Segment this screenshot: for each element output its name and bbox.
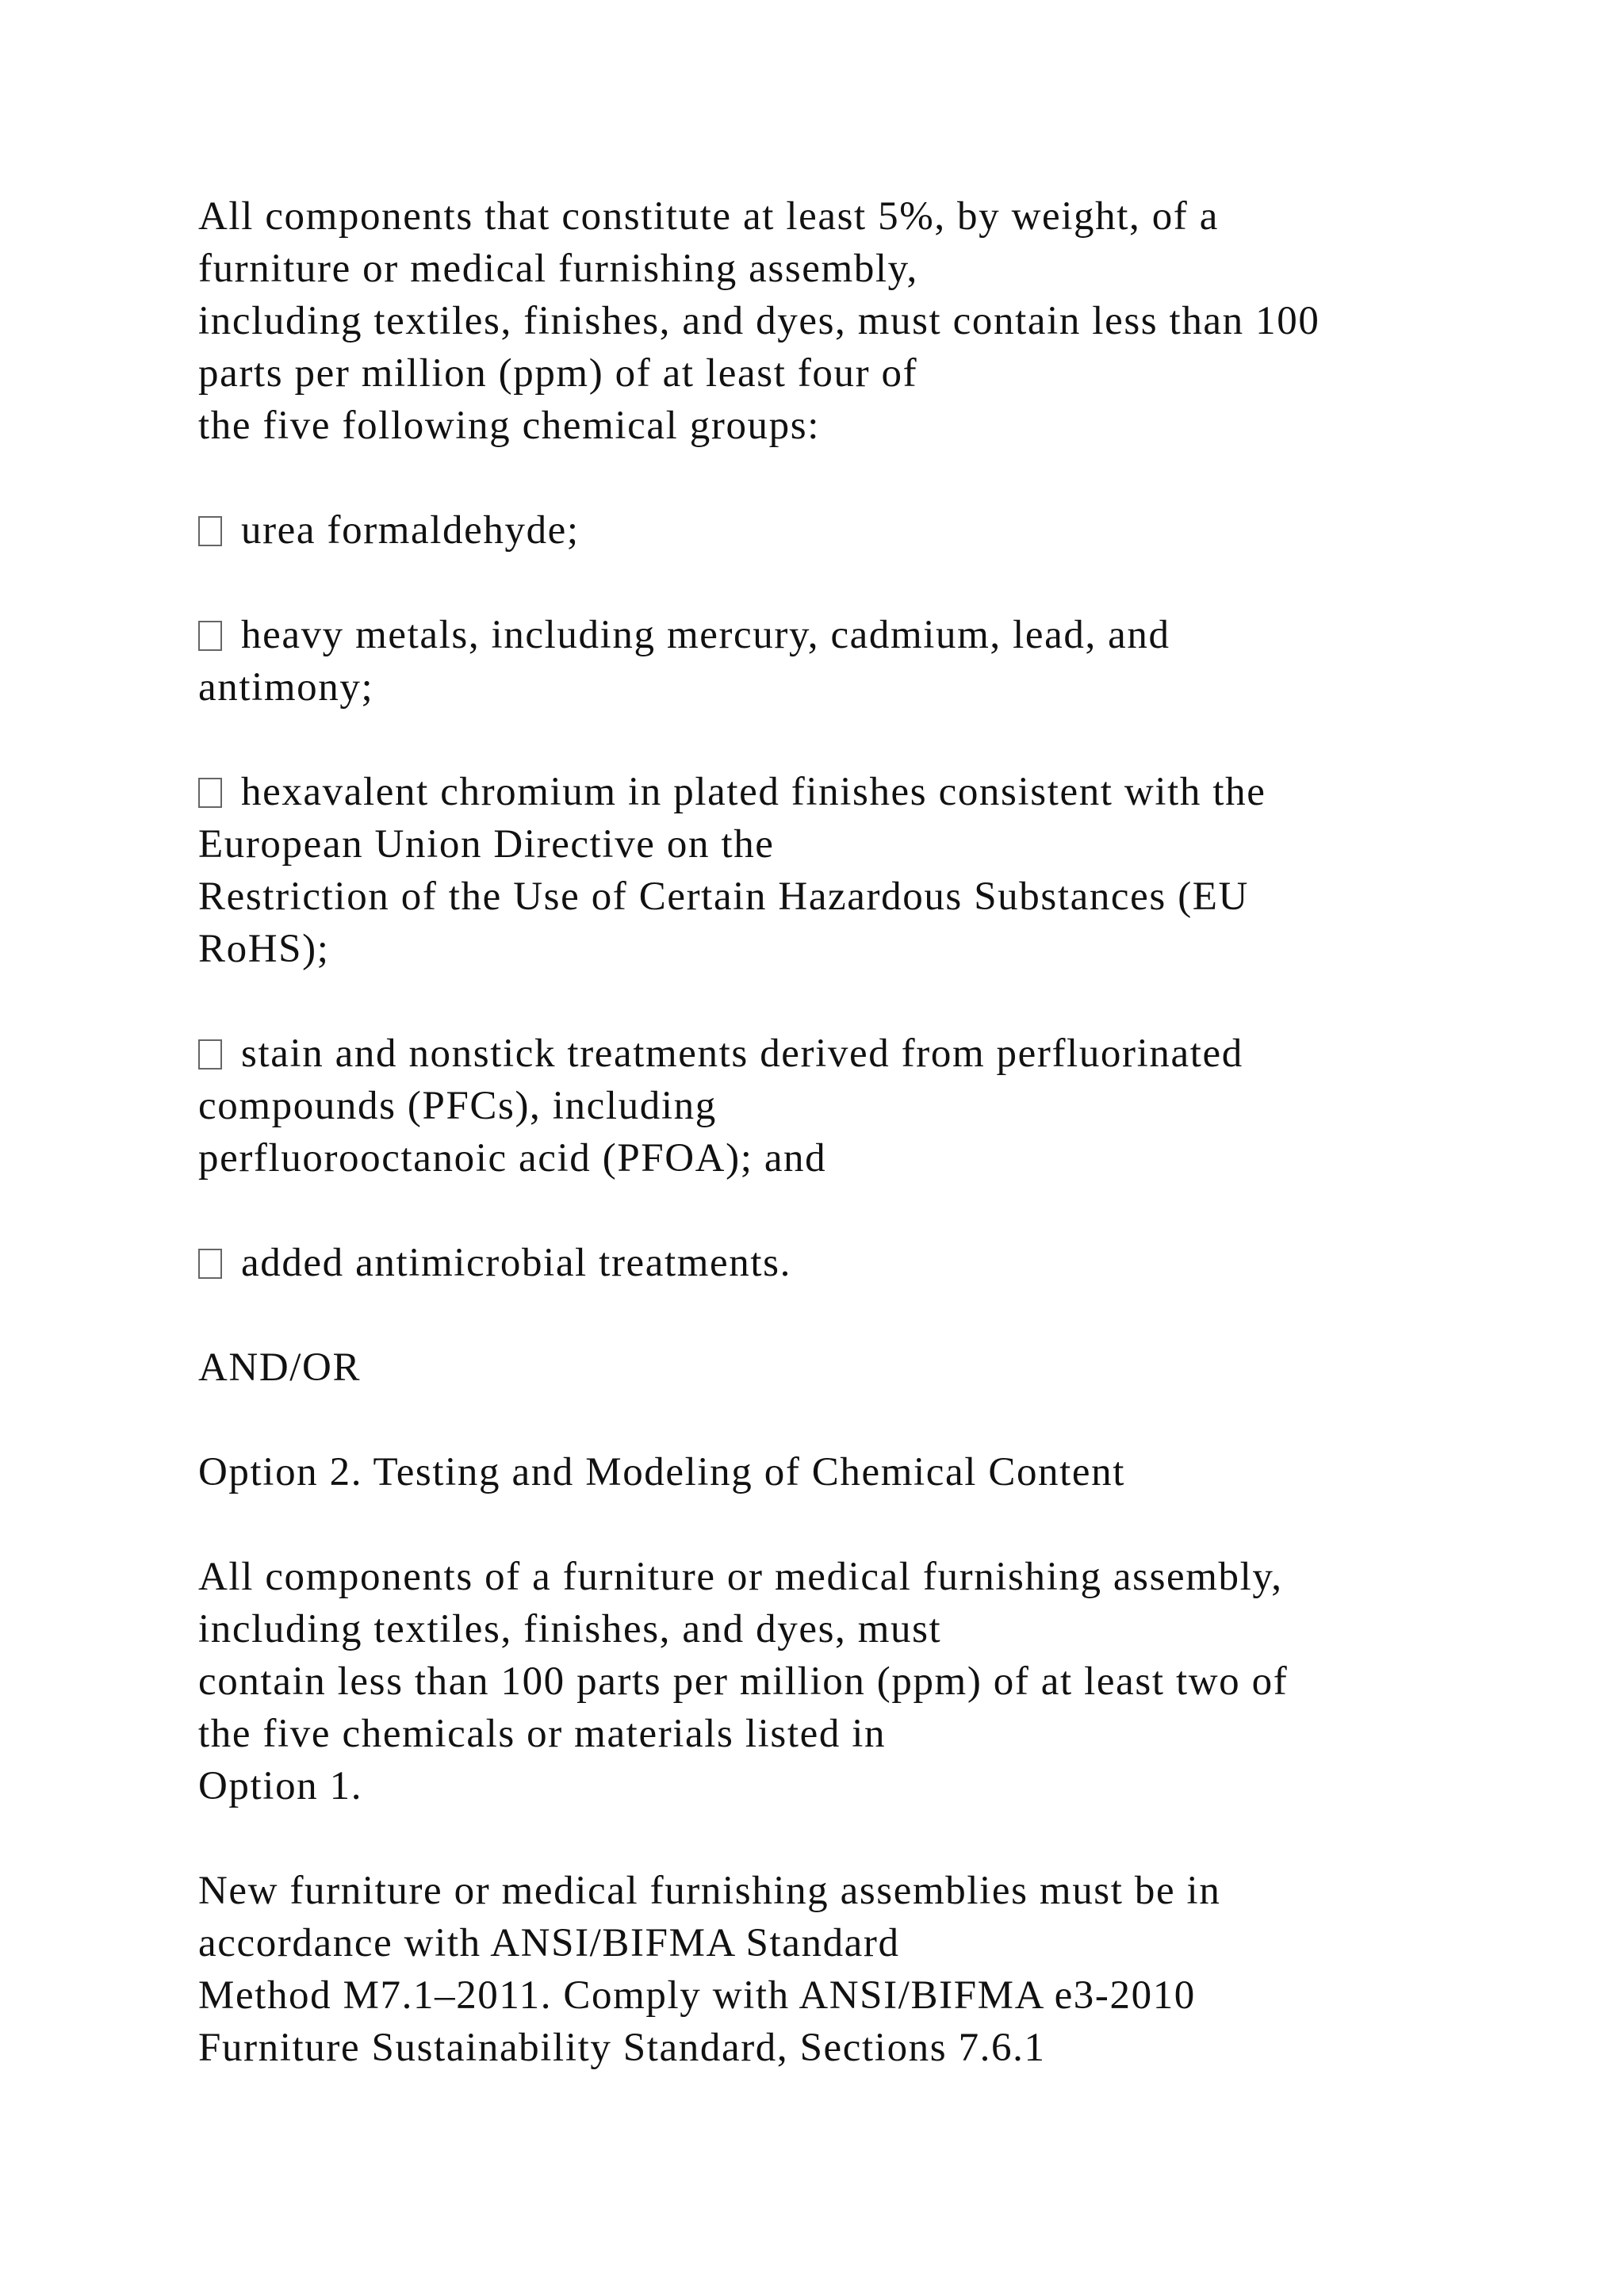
- text-line: Option 1.: [198, 1764, 363, 1808]
- text-line: AND/OR: [198, 1345, 362, 1390]
- bullet-text: urea formaldehyde;: [241, 508, 580, 553]
- text-line: perfluorooctanoic acid (PFOA); and: [198, 1136, 827, 1181]
- bullet-text: heavy metals, including mercury, cadmium, lead, and: [241, 613, 1170, 657]
- text-line: including textiles, finishes, and dyes, must contain less than 100: [198, 299, 1320, 343]
- text-line: All components that constitute at least 5%, by weight, of a: [198, 194, 1219, 239]
- text-line: Option 2. Testing and Modeling of Chemical Content: [198, 1450, 1126, 1494]
- missing-glyph-box-icon: [198, 778, 222, 808]
- missing-glyph-box-icon: [198, 516, 222, 546]
- text-line: antimony;: [198, 665, 374, 710]
- bullet-item-antimicrobial: [198, 1237, 1499, 1289]
- text-line: RoHS);: [198, 927, 330, 971]
- bullet-item-hexavalent-chromium: [198, 766, 1499, 975]
- text-line: the five chemicals or materials listed in: [198, 1712, 887, 1756]
- bullet-text: stain and nonstick treatments derived from perfluorinated: [241, 1031, 1243, 1076]
- missing-glyph-box-icon: [198, 621, 222, 651]
- text-line: including textiles, finishes, and dyes, must: [198, 1607, 942, 1651]
- text-line: compounds (PFCs), including: [198, 1084, 717, 1128]
- text-line: Method M7.1–2011. Comply with ANSI/BIFMA e3-2010: [198, 1973, 1196, 2018]
- text-line: European Union Directive on the: [198, 822, 775, 867]
- text-line: contain less than 100 parts per million (ppm) of at least two of: [198, 1659, 1289, 1704]
- text-line: [198, 1237, 1499, 1289]
- intro-paragraph: [198, 190, 1499, 452]
- document-page: [198, 190, 1499, 2126]
- text-line: Restriction of the Use of Certain Hazardous Substances (EU: [198, 874, 1249, 919]
- closing-paragraph: [198, 1865, 1499, 2074]
- option2-heading: [198, 1446, 1499, 1498]
- text-line: [198, 766, 1499, 818]
- bullet-item-urea-formaldehyde: [198, 504, 1499, 557]
- text-line: Furniture Sustainability Standard, Sections 7.6.1: [198, 2026, 1046, 2070]
- bullet-item-heavy-metals: [198, 609, 1499, 714]
- connector-text: [198, 1341, 1499, 1394]
- missing-glyph-box-icon: [198, 1039, 222, 1070]
- bullet-text: added antimicrobial treatments.: [241, 1241, 791, 1285]
- text-line: accordance with ANSI/BIFMA Standard: [198, 1921, 900, 1965]
- bullet-item-stain-nonstick: [198, 1027, 1499, 1184]
- bullet-text: hexavalent chromium in plated finishes consistent with the: [241, 770, 1266, 814]
- option2-paragraph: [198, 1551, 1499, 1812]
- missing-glyph-box-icon: [198, 1249, 222, 1279]
- text-line: [198, 609, 1499, 661]
- text-line: New furniture or medical furnishing assemblies must be in: [198, 1869, 1221, 1913]
- text-line: [198, 504, 1499, 557]
- text-line: parts per million (ppm) of at least four of: [198, 351, 918, 396]
- text-line: [198, 1027, 1499, 1080]
- text-line: the five following chemical groups:: [198, 404, 820, 448]
- text-line: furniture or medical furnishing assembly,: [198, 247, 918, 291]
- text-line: All components of a furniture or medical furnishing assembly,: [198, 1555, 1283, 1599]
